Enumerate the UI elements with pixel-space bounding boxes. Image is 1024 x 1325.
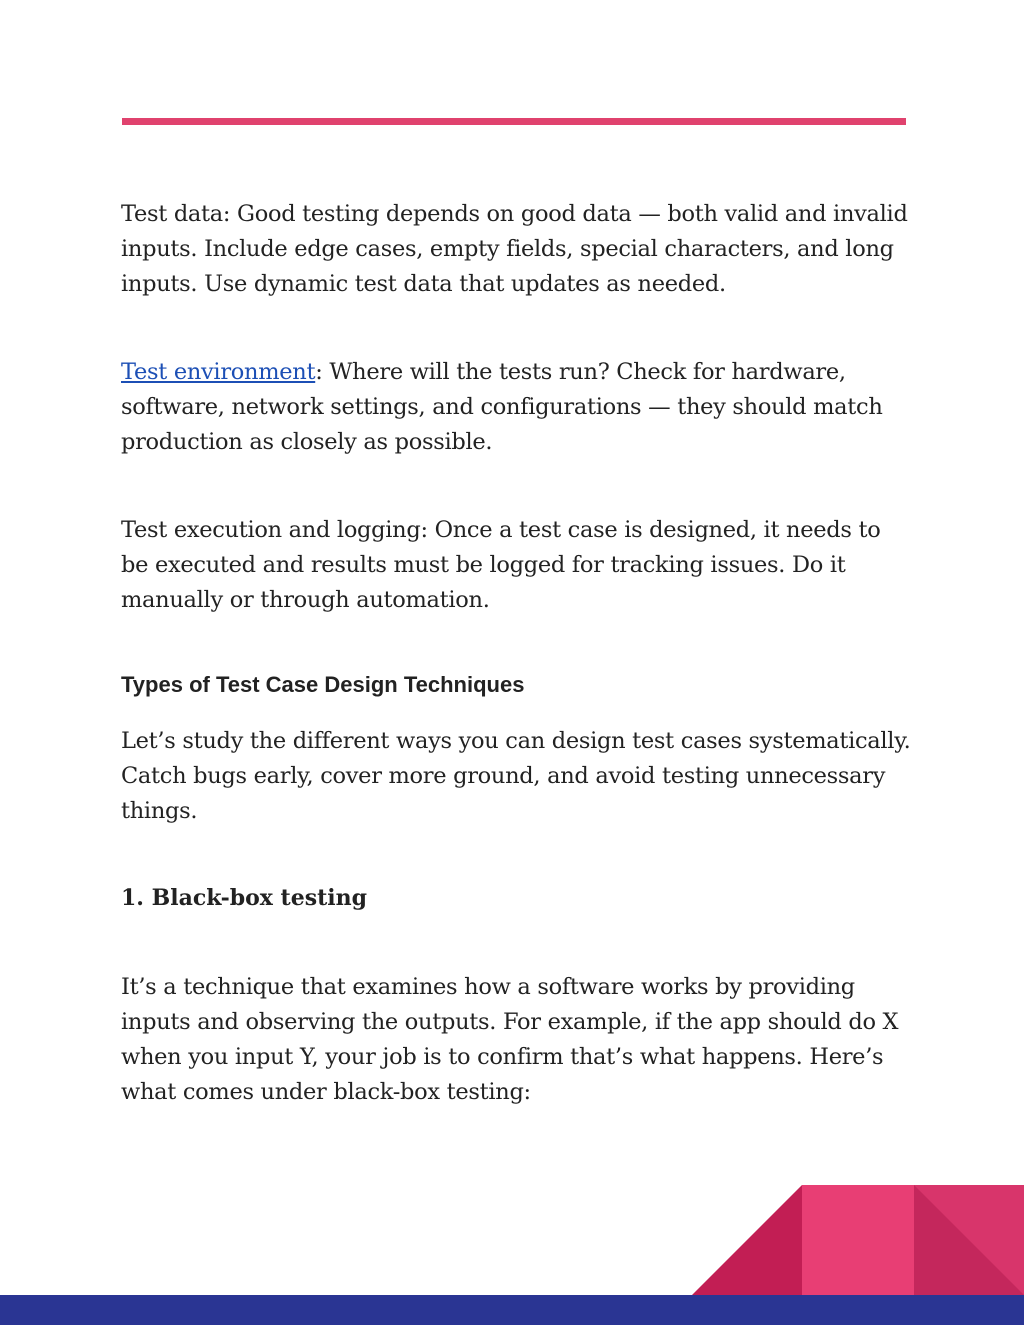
footer-bar — [0, 1295, 1024, 1325]
deco-square — [802, 1185, 914, 1295]
paragraph-test-data: Test data: Good testing depends on good data — both valid and invalid inputs. Include edge cases, empty fields, special characters, and long inputs. Use dynamic test data that updates as needed. — [121, 201, 908, 297]
subsection-heading: 1. Black-box testing — [121, 885, 367, 911]
paragraph-black-box: It’s a technique that examines how a software works by providing inputs and observing the outputs. For example, if the app should do X when you input Y, your job is to confirm that’s what happens. Here’s what comes under black-box testing: — [121, 974, 899, 1105]
test-environment-text: : Where will the tests run? Check for hardware, software, network settings, and configurations — they should match production as closely as possible. — [121, 359, 883, 455]
test-environment-link[interactable]: Test environment — [121, 359, 316, 385]
paragraph-test-execution: Test execution and logging: Once a test case is designed, it needs to be executed and results must be logged for tracking issues. Do it manually or through automation. — [121, 517, 881, 613]
section-heading: Types of Test Case Design Techniques — [121, 672, 525, 697]
paragraph-intro: Let’s study the different ways you can design test cases systematically. Catch bugs early, cover more ground, and avoid testing unnecessary things. — [121, 728, 911, 824]
deco-triangle-left — [692, 1185, 802, 1295]
